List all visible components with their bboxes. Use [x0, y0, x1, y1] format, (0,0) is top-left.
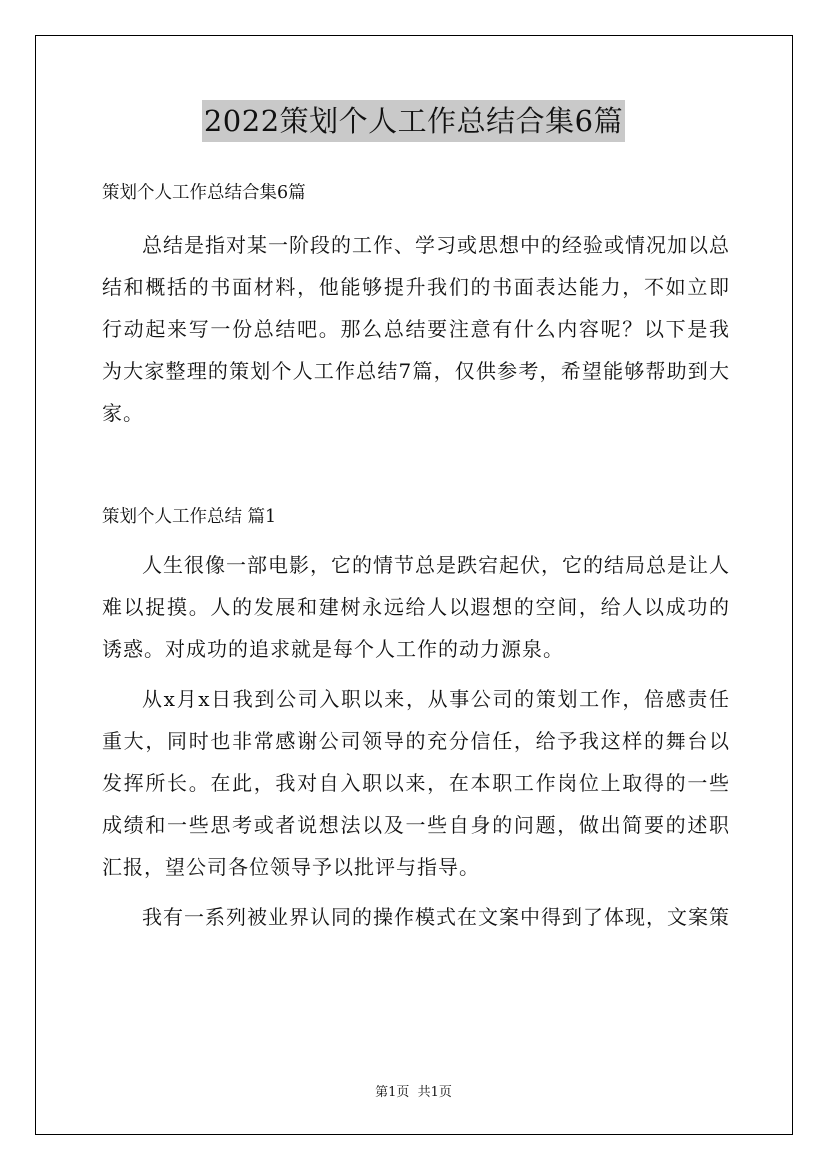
intro-paragraph: 总结是指对某一阶段的工作、学习或思想中的经验或情况加以总结和概括的书面材料，他能够提升我们的书面表达能力，不如立即行动起来写一份总结吧。那么总结要注意有什么内容呢？以下是我为大家整理的策划个人工作总结7篇，仅供参考，希望能够帮助到大家。: [102, 233, 730, 425]
section-paragraph-1: 人生很像一部电影，它的情节总是跌宕起伏，它的结局总是让人难以捉摸。人的发展和建树永远给人以遐想的空间，给人以成功的诱惑。对成功的追求就是每个人工作的动力源泉。: [102, 553, 730, 661]
document-title: 2022策划个人工作总结合集6篇: [202, 100, 625, 142]
section-heading: 策划个人工作总结 篇1: [102, 507, 277, 527]
page-footer: 第1页 共1页: [375, 1085, 452, 1100]
title-area: [0, 100, 827, 142]
document-subtitle: 策划个人工作总结合集6篇: [102, 183, 306, 203]
section-paragraph-2: 从x月x日我到公司入职以来，从事公司的策划工作，倍感责任重大，同时也非常感谢公司领导的充分信任，给予我这样的舞台以发挥所长。在此，我对自入职以来，在本职工作岗位上取得的一些成绩和一些思考或者说想法以及一些自身的问题，做出简要的述职汇报，望公司各位领导予以批评与指导。: [102, 687, 730, 879]
document-body: [102, 178, 730, 938]
section-paragraph-3: 我有一系列被业界认同的操作模式在文案中得到了体现，文案策: [142, 905, 730, 929]
